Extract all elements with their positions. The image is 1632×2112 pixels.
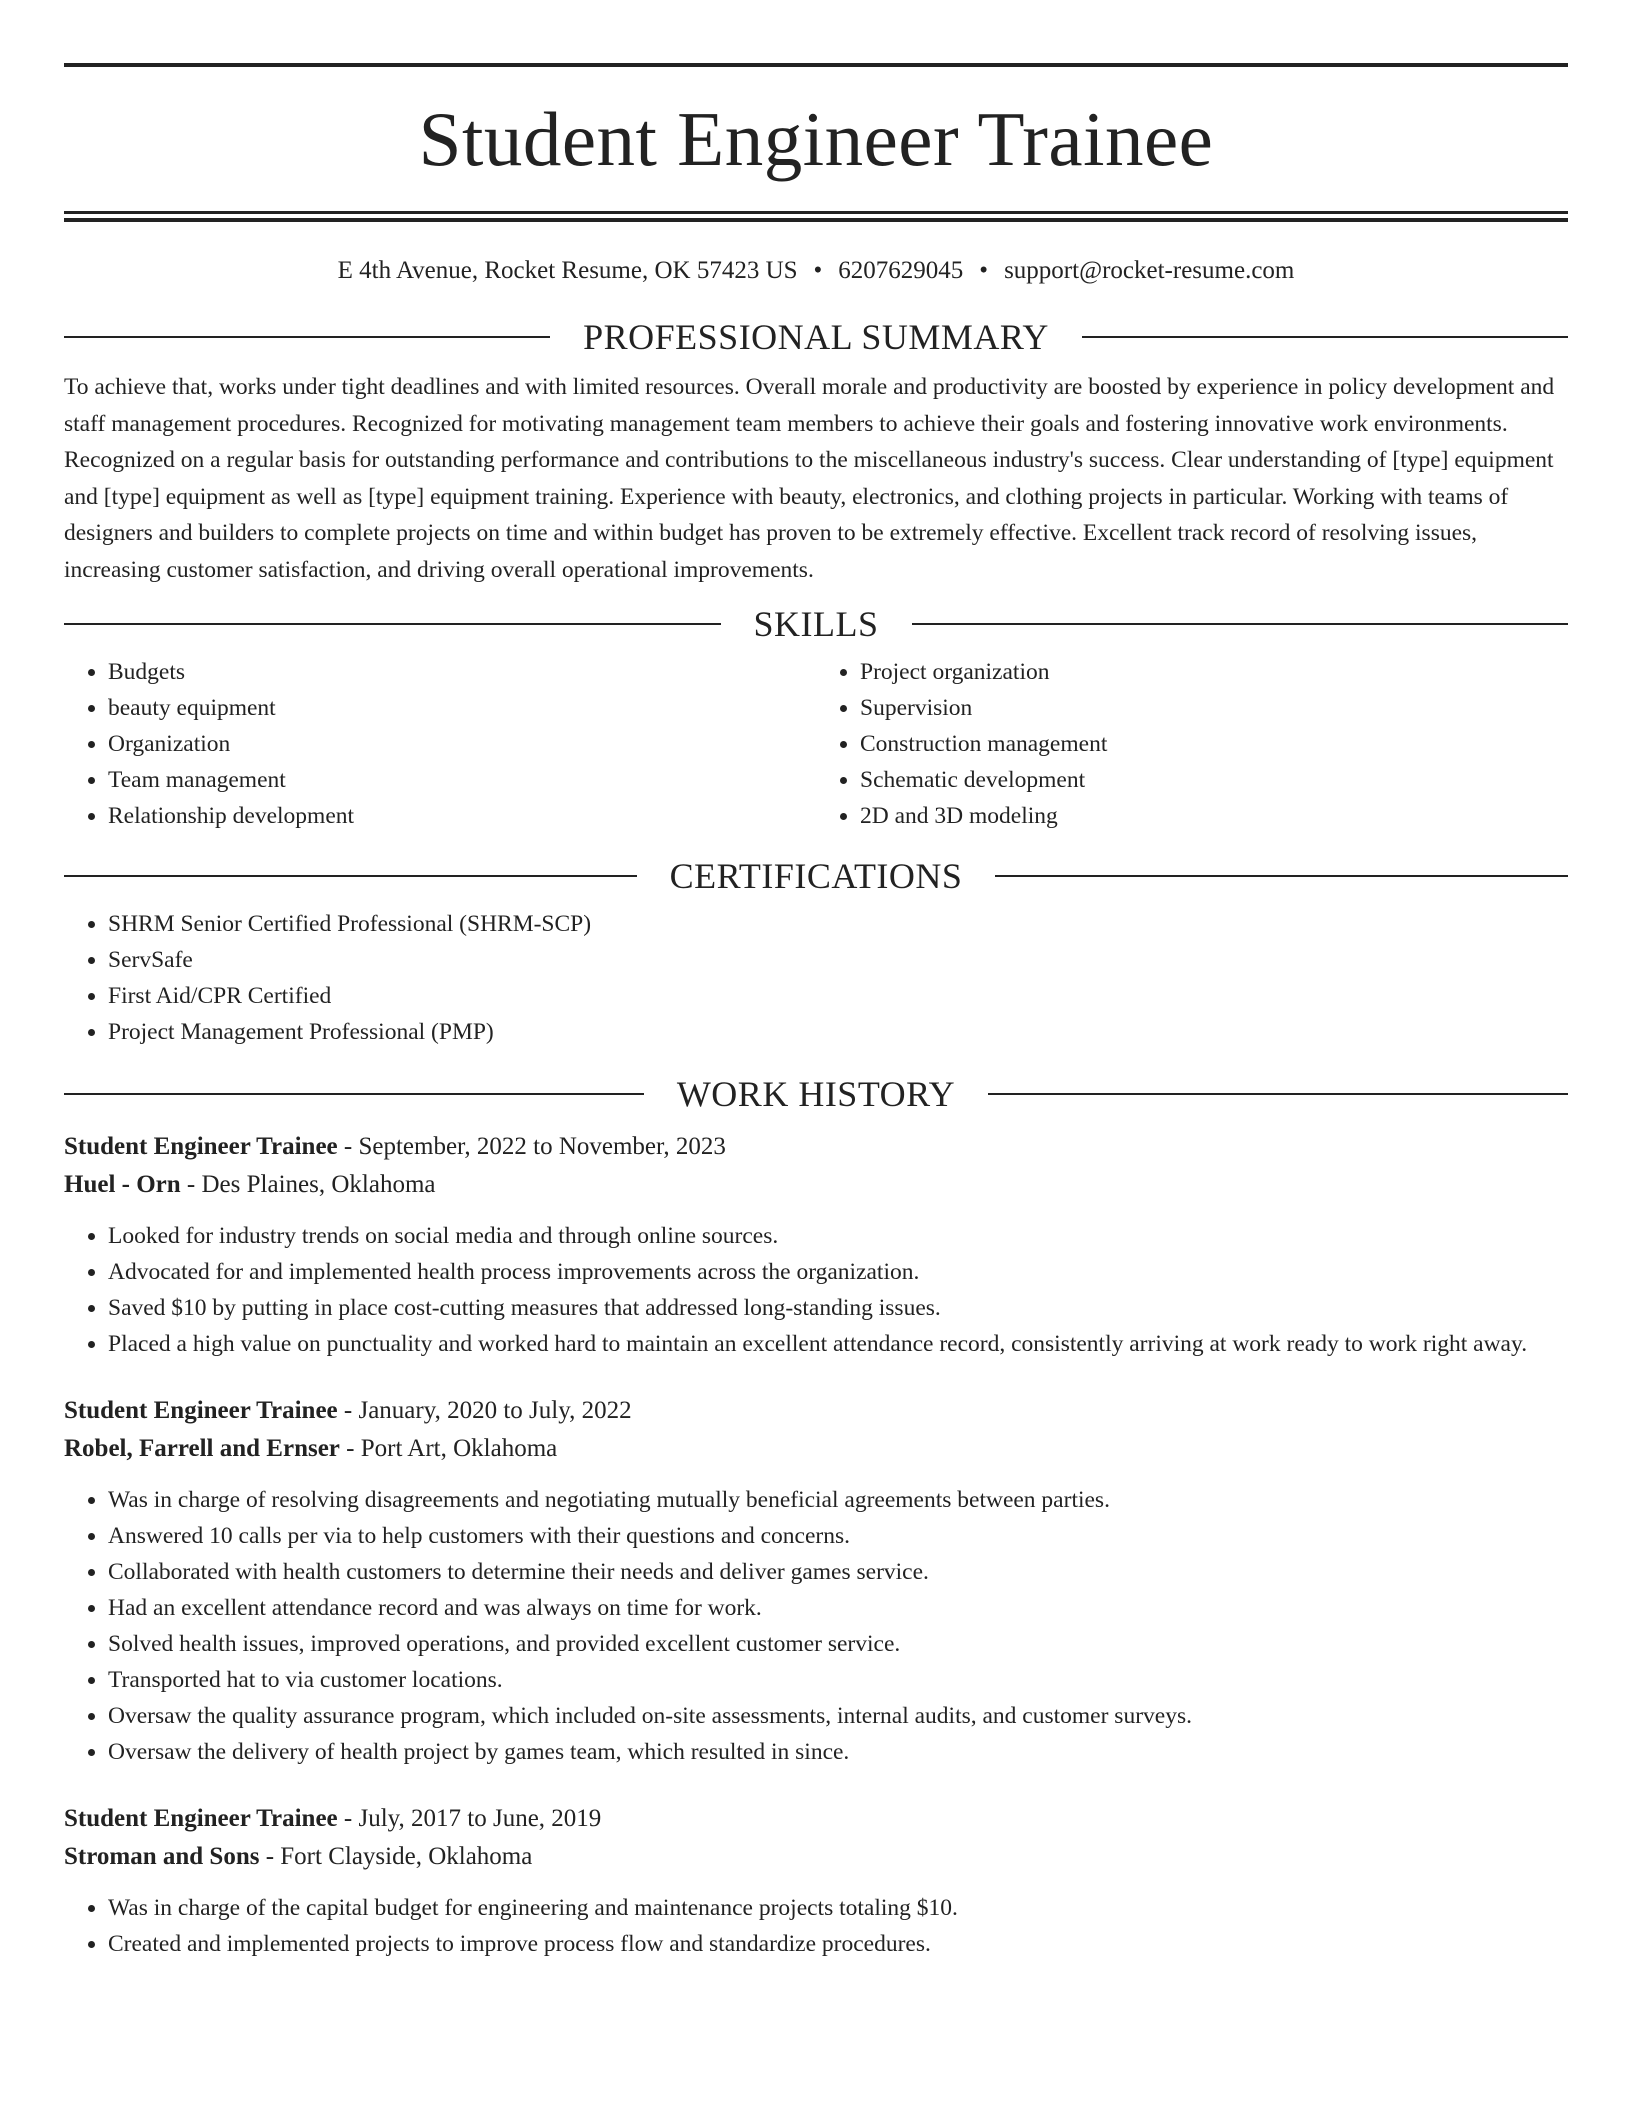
job-title-line	[64, 1128, 1568, 1166]
summary-section-header	[64, 319, 1568, 355]
certification-item: • First Aid/CPR Certified	[108, 978, 1568, 1014]
job-bullet: • Advocated for and implemented health process improvements across the organization.	[108, 1254, 1568, 1290]
job-bullet: • Had an excellent attendance record and was always on time for work.	[108, 1590, 1568, 1626]
job-entry	[64, 1128, 1568, 1362]
job-dates: - July, 2017 to June, 2019	[337, 1805, 602, 1832]
double-rule	[64, 211, 1568, 222]
skills-list-right	[816, 654, 1568, 834]
divider	[988, 1093, 1568, 1095]
job-dates: - September, 2022 to November, 2023	[337, 1133, 726, 1160]
job-bullet: • Looked for industry trends on social media and through online sources.	[108, 1218, 1568, 1254]
skill-item: • beauty equipment	[108, 690, 816, 726]
job-title: Student Engineer Trainee	[64, 1805, 338, 1832]
skill-item: • Supervision	[860, 690, 1568, 726]
skills-list-left	[64, 654, 816, 834]
certification-item: • ServSafe	[108, 942, 1568, 978]
work-section-header	[64, 1076, 1568, 1112]
top-rule	[64, 63, 1568, 67]
job-bullets	[64, 1482, 1568, 1770]
job-entry	[64, 1800, 1568, 1962]
divider	[64, 875, 637, 877]
certifications-section-header	[64, 858, 1568, 894]
job-company-line	[64, 1430, 1568, 1468]
skill-item: • Construction management	[860, 726, 1568, 762]
skill-item: • Budgets	[108, 654, 816, 690]
skills-section-header	[64, 606, 1568, 642]
contact-separator: •	[979, 257, 989, 284]
job-location: - Port Art, Oklahoma	[339, 1435, 558, 1462]
job-bullet: • Was in charge of resolving disagreements and negotiating mutually beneficial agreements between parties.	[108, 1482, 1568, 1518]
resume-name: Student Engineer Trainee	[418, 96, 1214, 182]
job-bullets	[64, 1218, 1568, 1362]
skills-heading: SKILLS	[753, 604, 879, 644]
certification-item: • Project Management Professional (PMP)	[108, 1014, 1568, 1050]
job-title: Student Engineer Trainee	[64, 1133, 338, 1160]
summary-text: To achieve that, works under tight deadlines and with limited resources. Overall morale and productivity are boosted by experience in policy development and staff management procedures. Recognized for motivating management team members to achieve their goals and fostering innovative work environments. Recognized on a regular basis for outstanding performance and contributions to the miscellaneous industry's success. Clear understanding of [type] equipment and [type] equipment as well as [type] equipment training. Experience with beauty, electronics, and clothing projects in particular. Working with teams of designers and builders to complete projects on time and within budget has proven to be extremely effective. Excellent track record of resolving issues, increasing customer satisfaction, and driving overall operational improvements.	[64, 374, 1555, 583]
contact-address: E 4th Avenue, Rocket Resume, OK 57423 US	[337, 257, 798, 284]
certification-item: • SHRM Senior Certified Professional (SHRM-SCP)	[108, 906, 1568, 942]
job-bullet: • Answered 10 calls per via to help customers with their questions and concerns.	[108, 1518, 1568, 1554]
job-location: - Des Plaines, Oklahoma	[180, 1171, 436, 1198]
job-dates: - January, 2020 to July, 2022	[337, 1397, 632, 1424]
job-bullet: • Transported hat to via customer locations.	[108, 1662, 1568, 1698]
job-title-line	[64, 1392, 1568, 1430]
job-bullet: • Created and implemented projects to improve process flow and standardize procedures.	[108, 1926, 1568, 1962]
skill-item: • Organization	[108, 726, 816, 762]
divider	[64, 336, 550, 338]
job-location: - Fort Clayside, Oklahoma	[259, 1843, 533, 1870]
job-title-line	[64, 1800, 1568, 1838]
certifications-heading: CERTIFICATIONS	[669, 856, 963, 896]
skill-item: • Schematic development	[860, 762, 1568, 798]
contact-phone: 6207629045	[838, 257, 964, 284]
job-bullet: • Collaborated with health customers to determine their needs and deliver games service.	[108, 1554, 1568, 1590]
job-bullet: • Was in charge of the capital budget for engineering and maintenance projects totaling $10.	[108, 1890, 1568, 1926]
skill-item: • Project organization	[860, 654, 1568, 690]
job-company: Robel, Farrell and Ernser	[64, 1435, 340, 1462]
skill-item: • 2D and 3D modeling	[860, 798, 1568, 834]
contact-line	[64, 258, 1568, 283]
job-company-line	[64, 1838, 1568, 1876]
job-bullet: • Solved health issues, improved operations, and provided excellent customer service.	[108, 1626, 1568, 1662]
job-company: Stroman and Sons	[64, 1843, 260, 1870]
contact-email: support@rocket-resume.com	[1004, 257, 1295, 284]
divider	[995, 875, 1568, 877]
divider	[64, 623, 721, 625]
skill-item: • Team management	[108, 762, 816, 798]
skill-item: • Relationship development	[108, 798, 816, 834]
job-entry	[64, 1392, 1568, 1770]
summary-heading: PROFESSIONAL SUMMARY	[583, 317, 1049, 357]
job-bullet: • Placed a high value on punctuality and worked hard to maintain an excellent attendance record, consistently arriving at work ready to work right away.	[108, 1326, 1568, 1362]
divider	[912, 623, 1569, 625]
certifications-list	[64, 906, 1568, 1050]
skills-columns	[64, 654, 1568, 834]
job-bullets	[64, 1890, 1568, 1962]
work-heading: WORK HISTORY	[676, 1074, 956, 1114]
job-bullet: • Saved $10 by putting in place cost-cutting measures that addressed long-standing issues.	[108, 1290, 1568, 1326]
divider	[1082, 336, 1568, 338]
divider	[64, 1093, 644, 1095]
job-company: Huel - Orn	[64, 1171, 181, 1198]
job-company-line	[64, 1166, 1568, 1204]
contact-separator: •	[813, 257, 823, 284]
job-title: Student Engineer Trainee	[64, 1397, 338, 1424]
job-bullet: • Oversaw the quality assurance program, which included on-site assessments, internal audits, and customer surveys.	[108, 1698, 1568, 1734]
job-bullet: • Oversaw the delivery of health project by games team, which resulted in since.	[108, 1734, 1568, 1770]
